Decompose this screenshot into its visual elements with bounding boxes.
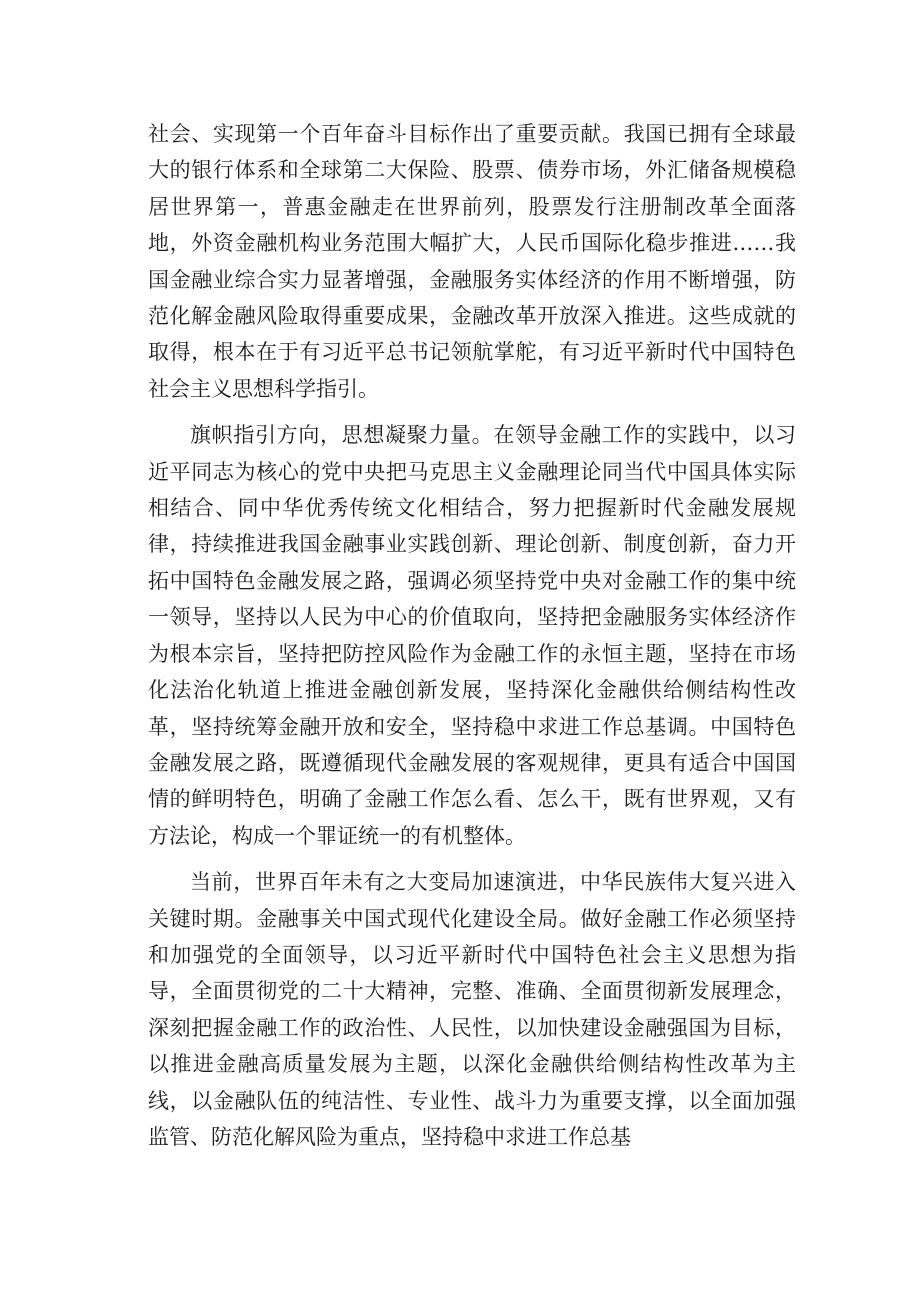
paragraph-continuation: 社会、实现第一个百年奋斗目标作出了重要贡献。我国已拥有全球最大的银行体系和全球第二大保险、股票、债券市场，外汇储备规模稳居世界第一，普惠金融走在世界前列，股票发行注册制改革全面落地，外资金融机构业务范围大幅扩大，人民币国际化稳步推进……我国金融业综合实力显著增强，金融服务实体经济的作用不断增强，防范化解金融风险取得重要成果，金融改革开放深入推进。这些成就的取得，根本在于有习近平总书记领航掌舵，有习近平新时代中国特色社会主义思想科学指引。 (148, 122, 796, 401)
paragraph-banner-guides-direction: 旗帜指引方向，思想凝聚力量。在领导金融工作的实践中，以习近平同志为核心的党中央把马克思主义金融理论同当代中国具体实际相结合、同中华优秀传统文化相结合，努力把握新时代金融发展规律，持续推进我国金融事业实践创新、理论创新、制度创新，奋力开拓中国特色金融发展之路，强调必须坚持党中央对金融工作的集中统一领导，坚持以人民为中心的价值取向，坚持把金融服务实体经济作为根本宗旨，坚持把防控风险作为金融工作的永恒主题，坚持在市场化法治化轨道上推进金融创新发展，坚持深化金融供给侧结构性改革，坚持统筹金融开放和安全，坚持稳中求进工作总基调。中国特色金融发展之路，既遵循现代金融发展的客观规律，更具有适合中国国情的鲜明特色，明确了金融工作怎么看、怎么干，既有世界观，又有方法论，构成一个罪证统一的有机整体。 (148, 423, 796, 848)
paragraph-current-situation: 当前，世界百年未有之大变局加速演进，中华民族伟大复兴进入关键时期。金融事关中国式现代化建设全局。做好金融工作必须坚持和加强党的全面领导，以习近平新时代中国特色社会主义思想为指导，全面贯彻党的二十大精神，完整、准确、全面贯彻新发展理念，深刻把握金融工作的政治性、人民性，以加快建设金融强国为目标，以推进金融高质量发展为主题，以深化金融供给侧结构性改革为主线，以金融队伍的纯洁性、专业性、战斗力为重要支撑，以全面加强监管、防范化解风险为重点，坚持稳中求进工作总基 (148, 870, 796, 1149)
document-body (148, 116, 796, 1155)
